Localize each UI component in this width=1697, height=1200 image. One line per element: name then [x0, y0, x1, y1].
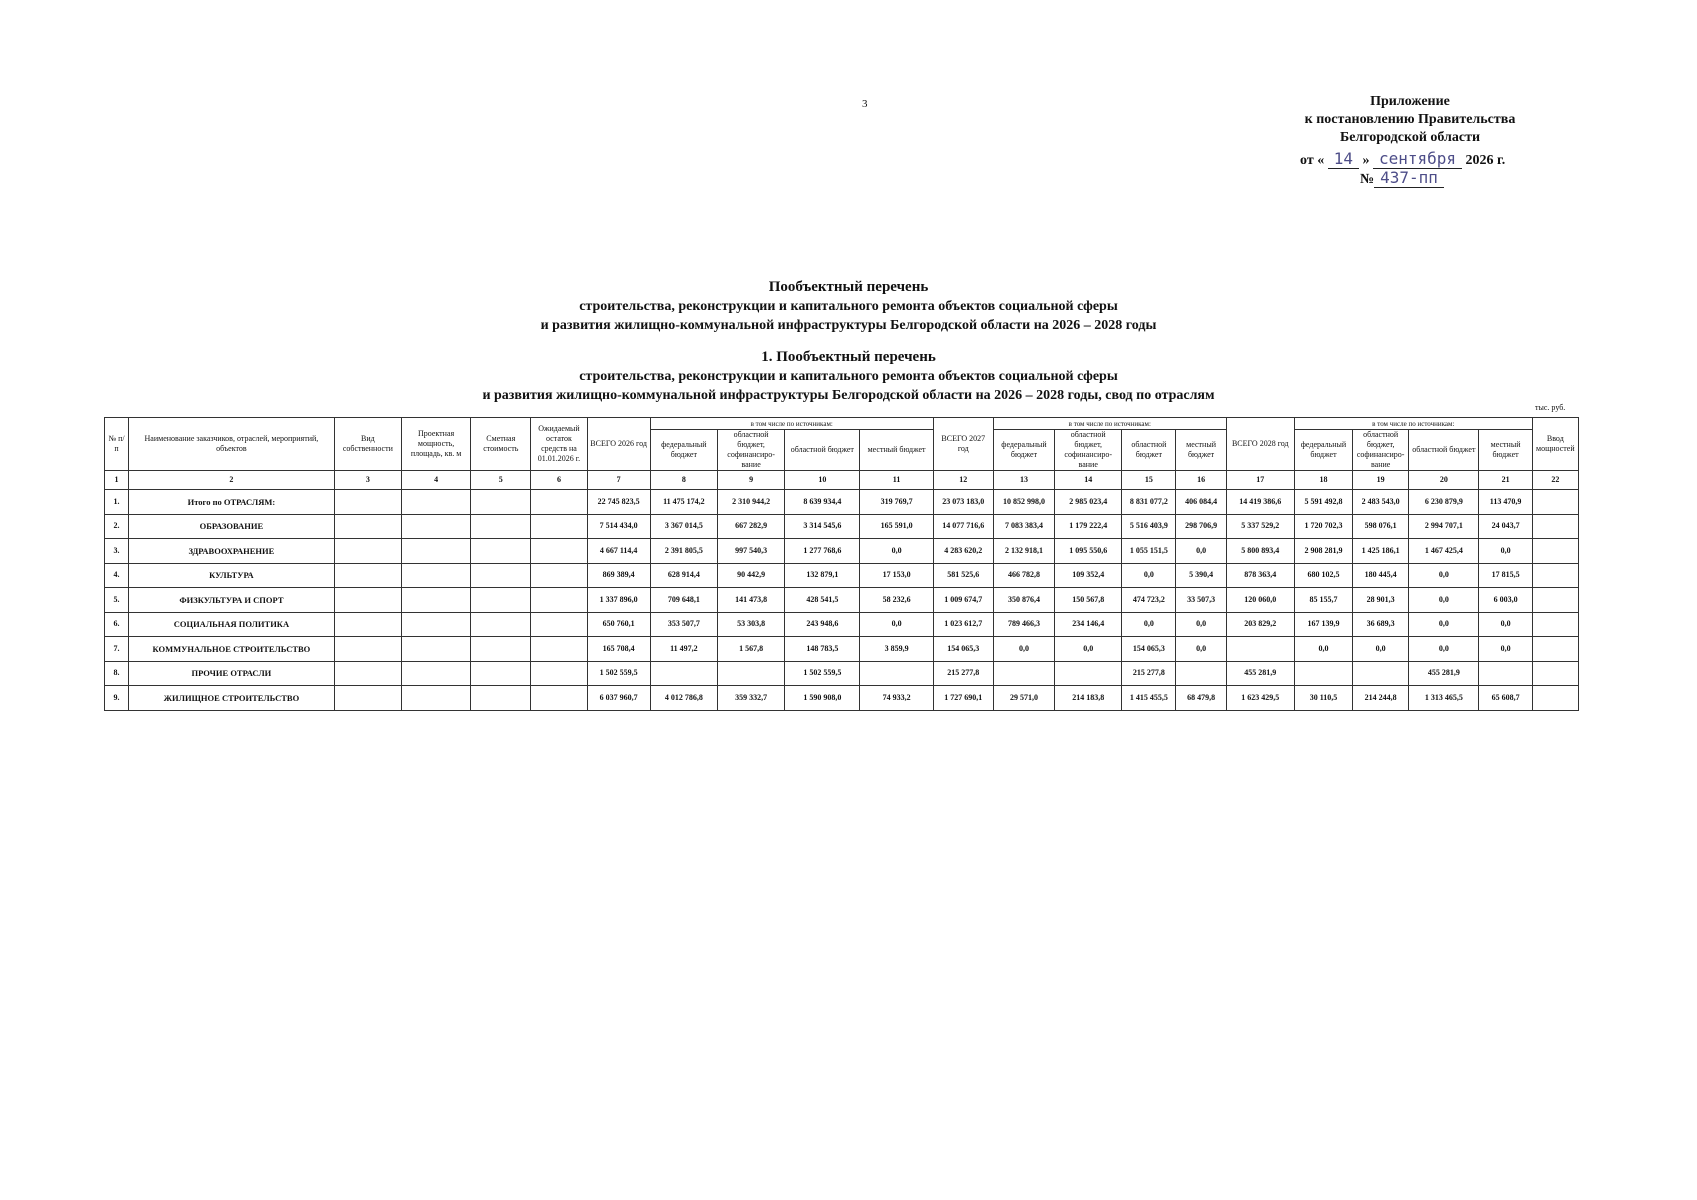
- empty-cell: [334, 612, 401, 637]
- value-cell: [650, 661, 717, 686]
- value-cell: 359 332,7: [717, 686, 784, 711]
- value-cell: 2 985 023,4: [1055, 490, 1122, 515]
- number-prefix: №: [1360, 172, 1375, 187]
- empty-cell: [471, 661, 531, 686]
- header-local-2026: местный бюджет: [860, 430, 933, 471]
- value-cell: 878 363,4: [1226, 563, 1294, 588]
- row-number: 2.: [105, 514, 129, 539]
- header-sources-2028: в том числе по источникам:: [1294, 418, 1532, 430]
- header-total-2028: ВСЕГО 2028 год: [1226, 418, 1294, 471]
- appendix-date: [1300, 150, 1540, 170]
- column-number: 3: [334, 471, 401, 490]
- value-cell: 0,0: [1055, 637, 1122, 662]
- value-cell: 23 073 183,0: [933, 490, 993, 515]
- value-cell: [860, 661, 933, 686]
- header-regional-2026: областной бюджет: [785, 430, 860, 471]
- date-day: 14: [1328, 150, 1359, 169]
- capacity-input-cell: [1532, 514, 1578, 539]
- value-cell: 1 425 186,1: [1353, 539, 1409, 564]
- value-cell: 667 282,9: [717, 514, 784, 539]
- row-number: 7.: [105, 637, 129, 662]
- date-mid: »: [1362, 153, 1370, 168]
- value-cell: 14 077 716,6: [933, 514, 993, 539]
- value-cell: 0,0: [1176, 637, 1226, 662]
- value-cell: 2 391 805,5: [650, 539, 717, 564]
- value-cell: 30 110,5: [1294, 686, 1352, 711]
- value-cell: [1479, 661, 1532, 686]
- header-sources-2026: в том числе по источникам:: [650, 418, 933, 430]
- value-cell: 58 232,6: [860, 588, 933, 613]
- value-cell: [1176, 661, 1226, 686]
- value-cell: 406 084,4: [1176, 490, 1226, 515]
- value-cell: 8 831 077,2: [1122, 490, 1176, 515]
- table-row: [105, 661, 1579, 686]
- section-line3: и развития жилищно-коммунальной инфраструктуры Белгородской области на 2026 – 2028 годы, свод по отраслям: [482, 388, 1215, 403]
- empty-cell: [334, 539, 401, 564]
- empty-cell: [401, 661, 470, 686]
- column-number: 7: [587, 471, 650, 490]
- value-cell: 628 914,4: [650, 563, 717, 588]
- value-cell: 5 800 893,4: [1226, 539, 1294, 564]
- row-name: СОЦИАЛЬНАЯ ПОЛИТИКА: [129, 612, 335, 637]
- value-cell: 6 037 960,7: [587, 686, 650, 711]
- column-number: 16: [1176, 471, 1226, 490]
- header-cofinancing-2028: областной бюджет, софинансиро-вание: [1353, 430, 1409, 471]
- value-cell: 680 102,5: [1294, 563, 1352, 588]
- column-number: 22: [1532, 471, 1578, 490]
- value-cell: 5 516 403,9: [1122, 514, 1176, 539]
- section-line2: строительства, реконструкции и капитального ремонта объектов социальной сферы: [579, 369, 1118, 384]
- appendix-line3: Белгородской области: [1339, 130, 1481, 145]
- table-row: [105, 490, 1579, 515]
- empty-cell: [334, 563, 401, 588]
- value-cell: 109 352,4: [1055, 563, 1122, 588]
- value-cell: 1 720 702,3: [1294, 514, 1352, 539]
- value-cell: 6 003,0: [1479, 588, 1532, 613]
- header-regional-2027: областной бюджет: [1122, 430, 1176, 471]
- header-cofinancing-2027: областной бюджет, софинансиро-вание: [1055, 430, 1122, 471]
- value-cell: 150 567,8: [1055, 588, 1122, 613]
- value-cell: 5 591 492,8: [1294, 490, 1352, 515]
- value-cell: 455 281,9: [1409, 661, 1479, 686]
- empty-cell: [334, 588, 401, 613]
- value-cell: 11 497,2: [650, 637, 717, 662]
- appendix-line1: Приложение: [1370, 94, 1450, 109]
- value-cell: 997 540,3: [717, 539, 784, 564]
- value-cell: 2 908 281,9: [1294, 539, 1352, 564]
- row-name: КУЛЬТУРА: [129, 563, 335, 588]
- value-cell: 165 708,4: [587, 637, 650, 662]
- row-number: 6.: [105, 612, 129, 637]
- value-cell: 0,0: [1409, 588, 1479, 613]
- value-cell: 319 769,7: [860, 490, 933, 515]
- value-cell: 180 445,4: [1353, 563, 1409, 588]
- title-line1: Пообъектный перечень: [768, 279, 929, 295]
- value-cell: 68 479,8: [1176, 686, 1226, 711]
- row-number: 4.: [105, 563, 129, 588]
- value-cell: 165 591,0: [860, 514, 933, 539]
- capacity-input-cell: [1532, 612, 1578, 637]
- value-cell: 154 065,3: [1122, 637, 1176, 662]
- header-local-2028: местный бюджет: [1479, 430, 1532, 471]
- value-cell: 24 043,7: [1479, 514, 1532, 539]
- value-cell: [717, 661, 784, 686]
- value-cell: [993, 661, 1054, 686]
- value-cell: 0,0: [860, 612, 933, 637]
- value-cell: 1 179 222,4: [1055, 514, 1122, 539]
- empty-cell: [401, 612, 470, 637]
- value-cell: 0,0: [1409, 563, 1479, 588]
- value-cell: 353 507,7: [650, 612, 717, 637]
- capacity-input-cell: [1532, 588, 1578, 613]
- empty-cell: [334, 661, 401, 686]
- value-cell: 243 948,6: [785, 612, 860, 637]
- empty-cell: [471, 490, 531, 515]
- row-number: 9.: [105, 686, 129, 711]
- value-cell: 4 283 620,2: [933, 539, 993, 564]
- number-value: 437-пп: [1374, 168, 1444, 188]
- column-number-row: [105, 471, 1579, 490]
- value-cell: 466 782,8: [993, 563, 1054, 588]
- value-cell: 5 337 529,2: [1226, 514, 1294, 539]
- table-row: [105, 563, 1579, 588]
- title-line3: и развития жилищно-коммунальной инфраструктуры Белгородской области на 2026 – 2028 годы: [540, 318, 1157, 333]
- value-cell: 1 467 425,4: [1409, 539, 1479, 564]
- column-number: 5: [471, 471, 531, 490]
- date-prefix: от «: [1300, 153, 1325, 168]
- value-cell: 5 390,4: [1176, 563, 1226, 588]
- header-total-2027: ВСЕГО 2027 год: [933, 418, 993, 471]
- table-row: [105, 686, 1579, 711]
- value-cell: 214 183,8: [1055, 686, 1122, 711]
- empty-cell: [334, 637, 401, 662]
- value-cell: 85 155,7: [1294, 588, 1352, 613]
- value-cell: 0,0: [1176, 539, 1226, 564]
- value-cell: 17 815,5: [1479, 563, 1532, 588]
- value-cell: 650 760,1: [587, 612, 650, 637]
- column-number: 4: [401, 471, 470, 490]
- header-federal-2026: федеральный бюджет: [650, 430, 717, 471]
- value-cell: 4 667 114,4: [587, 539, 650, 564]
- appendix-line2: к постановлению Правительства: [1304, 112, 1516, 127]
- header-sources-2027: в том числе по источникам:: [993, 418, 1226, 430]
- units-label: тыс. руб.: [1535, 403, 1566, 412]
- value-cell: [1353, 661, 1409, 686]
- value-cell: 36 689,3: [1353, 612, 1409, 637]
- column-number: 12: [933, 471, 993, 490]
- column-number: 17: [1226, 471, 1294, 490]
- value-cell: 0,0: [1176, 612, 1226, 637]
- value-cell: 10 852 998,0: [993, 490, 1054, 515]
- header-cofinancing-2026: областной бюджет, софинансиро-вание: [717, 430, 784, 471]
- empty-cell: [471, 637, 531, 662]
- empty-cell: [401, 686, 470, 711]
- capacity-input-cell: [1532, 686, 1578, 711]
- value-cell: 709 648,1: [650, 588, 717, 613]
- value-cell: 28 901,3: [1353, 588, 1409, 613]
- column-number: 14: [1055, 471, 1122, 490]
- value-cell: 3 367 014,5: [650, 514, 717, 539]
- header-local-2027: местный бюджет: [1176, 430, 1226, 471]
- value-cell: 29 571,0: [993, 686, 1054, 711]
- value-cell: 0,0: [1409, 612, 1479, 637]
- value-cell: 0,0: [993, 637, 1054, 662]
- table-row: [105, 637, 1579, 662]
- empty-cell: [471, 686, 531, 711]
- capacity-input-cell: [1532, 661, 1578, 686]
- table-row: [105, 612, 1579, 637]
- value-cell: 0,0: [1479, 612, 1532, 637]
- value-cell: 455 281,9: [1226, 661, 1294, 686]
- capacity-input-cell: [1532, 563, 1578, 588]
- value-cell: 1 502 559,5: [785, 661, 860, 686]
- row-name: ОБРАЗОВАНИЕ: [129, 514, 335, 539]
- value-cell: 1 567,8: [717, 637, 784, 662]
- value-cell: 0,0: [1353, 637, 1409, 662]
- column-number: 18: [1294, 471, 1352, 490]
- value-cell: 4 012 786,8: [650, 686, 717, 711]
- header-capacity: Проектная мощность, площадь, кв. м: [401, 418, 470, 471]
- value-cell: 90 442,9: [717, 563, 784, 588]
- value-cell: 581 525,6: [933, 563, 993, 588]
- value-cell: 1 727 690,1: [933, 686, 993, 711]
- value-cell: 298 706,9: [1176, 514, 1226, 539]
- empty-cell: [401, 588, 470, 613]
- value-cell: 141 473,8: [717, 588, 784, 613]
- section-line1: 1. Пообъектный перечень: [761, 349, 936, 365]
- column-number: 10: [785, 471, 860, 490]
- capacity-input-cell: [1532, 637, 1578, 662]
- empty-cell: [401, 539, 470, 564]
- value-cell: 0,0: [860, 539, 933, 564]
- value-cell: 214 244,8: [1353, 686, 1409, 711]
- empty-cell: [471, 588, 531, 613]
- header-federal-2027: федеральный бюджет: [993, 430, 1054, 471]
- column-number: 21: [1479, 471, 1532, 490]
- value-cell: 598 076,1: [1353, 514, 1409, 539]
- value-cell: [1294, 661, 1352, 686]
- value-cell: 1 009 674,7: [933, 588, 993, 613]
- row-number: 1.: [105, 490, 129, 515]
- value-cell: 1 337 896,0: [587, 588, 650, 613]
- table-row: [105, 514, 1579, 539]
- value-cell: 11 475 174,2: [650, 490, 717, 515]
- value-cell: 0,0: [1479, 539, 1532, 564]
- column-number: 15: [1122, 471, 1176, 490]
- value-cell: 0,0: [1122, 563, 1176, 588]
- header-remainder: Ожидаемый остаток средств на 01.01.2026 г.: [531, 418, 587, 471]
- value-cell: 234 146,4: [1055, 612, 1122, 637]
- empty-cell: [531, 637, 587, 662]
- empty-cell: [531, 588, 587, 613]
- value-cell: 22 745 823,5: [587, 490, 650, 515]
- empty-cell: [471, 514, 531, 539]
- row-number: 3.: [105, 539, 129, 564]
- value-cell: 2 483 543,0: [1353, 490, 1409, 515]
- value-cell: 74 933,2: [860, 686, 933, 711]
- document-title: [0, 278, 1697, 335]
- value-cell: 7 083 383,4: [993, 514, 1054, 539]
- value-cell: 0,0: [1409, 637, 1479, 662]
- empty-cell: [471, 612, 531, 637]
- value-cell: [1226, 637, 1294, 662]
- column-number: 9: [717, 471, 784, 490]
- value-cell: 53 303,8: [717, 612, 784, 637]
- row-name: Итого по ОТРАСЛЯМ:: [129, 490, 335, 515]
- table-body: [105, 471, 1579, 711]
- header-regional-2028: областной бюджет: [1409, 430, 1479, 471]
- column-number: 2: [129, 471, 335, 490]
- value-cell: 1 415 455,5: [1122, 686, 1176, 711]
- header-ownership: Вид собственности: [334, 418, 401, 471]
- value-cell: 203 829,2: [1226, 612, 1294, 637]
- value-cell: 14 419 386,6: [1226, 490, 1294, 515]
- column-number: 20: [1409, 471, 1479, 490]
- column-number: 1: [105, 471, 129, 490]
- empty-cell: [401, 490, 470, 515]
- row-number: 8.: [105, 661, 129, 686]
- value-cell: 869 389,4: [587, 563, 650, 588]
- value-cell: 789 466,3: [993, 612, 1054, 637]
- value-cell: 7 514 434,0: [587, 514, 650, 539]
- value-cell: 3 314 545,6: [785, 514, 860, 539]
- value-cell: 8 639 934,4: [785, 490, 860, 515]
- column-number: 11: [860, 471, 933, 490]
- row-name: ПРОЧИЕ ОТРАСЛИ: [129, 661, 335, 686]
- empty-cell: [531, 539, 587, 564]
- value-cell: 350 876,4: [993, 588, 1054, 613]
- row-name: КОММУНАЛЬНОЕ СТРОИТЕЛЬСТВО: [129, 637, 335, 662]
- capacity-input-cell: [1532, 539, 1578, 564]
- value-cell: 1 055 151,5: [1122, 539, 1176, 564]
- value-cell: 1 023 612,7: [933, 612, 993, 637]
- header-total-2026: ВСЕГО 2026 год: [587, 418, 650, 471]
- title-line2: строительства, реконструкции и капитального ремонта объектов социальной сферы: [579, 299, 1118, 314]
- value-cell: 0,0: [1479, 637, 1532, 662]
- value-cell: 215 277,8: [933, 661, 993, 686]
- row-name: ЗДРАВООХРАНЕНИЕ: [129, 539, 335, 564]
- empty-cell: [531, 686, 587, 711]
- header-estimate: Сметная стоимость: [471, 418, 531, 471]
- value-cell: 0,0: [1122, 612, 1176, 637]
- empty-cell: [334, 490, 401, 515]
- value-cell: 1 590 908,0: [785, 686, 860, 711]
- header-num: № п/п: [105, 418, 129, 471]
- empty-cell: [401, 637, 470, 662]
- date-month: сентября: [1373, 150, 1462, 169]
- table-row: [105, 588, 1579, 613]
- value-cell: 2 132 918,1: [993, 539, 1054, 564]
- empty-cell: [531, 490, 587, 515]
- empty-cell: [471, 539, 531, 564]
- row-number: 5.: [105, 588, 129, 613]
- empty-cell: [531, 661, 587, 686]
- section-title: [0, 348, 1697, 405]
- capacity-input-cell: [1532, 490, 1578, 515]
- value-cell: 0,0: [1294, 637, 1352, 662]
- column-number: 8: [650, 471, 717, 490]
- empty-cell: [471, 563, 531, 588]
- row-name: ФИЗКУЛЬТУРА И СПОРТ: [129, 588, 335, 613]
- appendix-header: [1290, 93, 1530, 147]
- column-number: 19: [1353, 471, 1409, 490]
- value-cell: 120 060,0: [1226, 588, 1294, 613]
- appendix-number: [1360, 168, 1444, 188]
- summary-table: [104, 417, 1579, 711]
- value-cell: 33 507,3: [1176, 588, 1226, 613]
- value-cell: 215 277,8: [1122, 661, 1176, 686]
- value-cell: 1 277 768,6: [785, 539, 860, 564]
- value-cell: 17 153,0: [860, 563, 933, 588]
- column-number: 6: [531, 471, 587, 490]
- empty-cell: [531, 514, 587, 539]
- value-cell: 1 502 559,5: [587, 661, 650, 686]
- empty-cell: [531, 612, 587, 637]
- empty-cell: [334, 686, 401, 711]
- value-cell: 2 994 707,1: [1409, 514, 1479, 539]
- header-capacity-input: Ввод мощностей: [1532, 418, 1578, 471]
- empty-cell: [401, 514, 470, 539]
- value-cell: 1 623 429,5: [1226, 686, 1294, 711]
- value-cell: [1055, 661, 1122, 686]
- table-row: [105, 539, 1579, 564]
- value-cell: 154 065,3: [933, 637, 993, 662]
- header-federal-2028: федеральный бюджет: [1294, 430, 1352, 471]
- value-cell: 3 859,9: [860, 637, 933, 662]
- value-cell: 428 541,5: [785, 588, 860, 613]
- header-name: Наименование заказчиков, отраслей, мероприятий, объектов: [129, 418, 335, 471]
- value-cell: 167 139,9: [1294, 612, 1352, 637]
- value-cell: 474 723,2: [1122, 588, 1176, 613]
- column-number: 13: [993, 471, 1054, 490]
- value-cell: 113 470,9: [1479, 490, 1532, 515]
- page-number: 3: [862, 98, 868, 110]
- date-year: 2026 г.: [1465, 153, 1506, 168]
- empty-cell: [531, 563, 587, 588]
- value-cell: 2 310 944,2: [717, 490, 784, 515]
- empty-cell: [334, 514, 401, 539]
- value-cell: 65 608,7: [1479, 686, 1532, 711]
- value-cell: 132 879,1: [785, 563, 860, 588]
- value-cell: 148 783,5: [785, 637, 860, 662]
- value-cell: 1 313 465,5: [1409, 686, 1479, 711]
- value-cell: 1 095 550,6: [1055, 539, 1122, 564]
- value-cell: 6 230 879,9: [1409, 490, 1479, 515]
- row-name: ЖИЛИЩНОЕ СТРОИТЕЛЬСТВО: [129, 686, 335, 711]
- empty-cell: [401, 563, 470, 588]
